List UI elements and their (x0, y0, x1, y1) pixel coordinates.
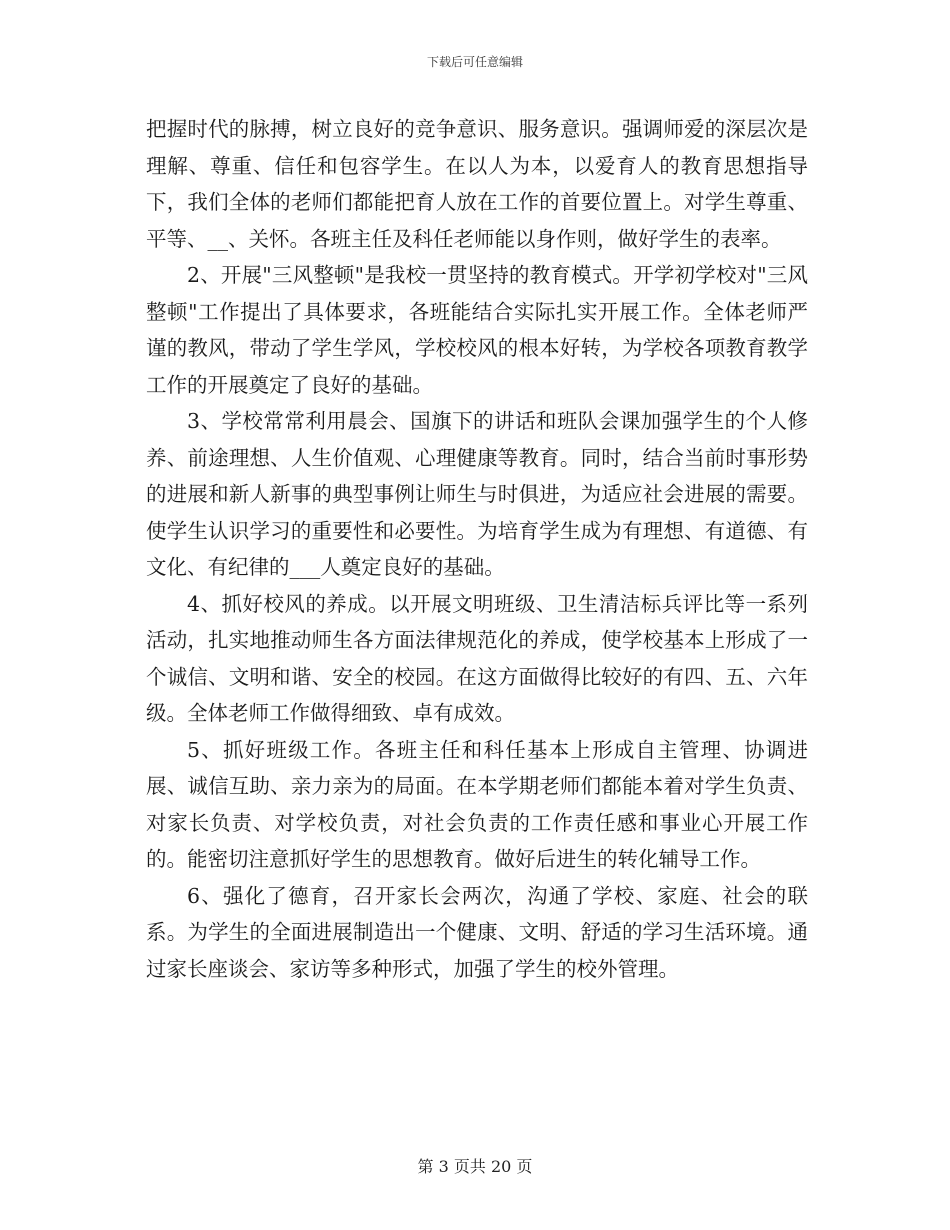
paragraph-6: 6、强化了德育，召开家长会两次，沟通了学校、家庭、社会的联系。为学生的全面进展制造出一个健康、文明、舒适的学习生活环境。通过家长座谈会、家访等多种形式，加强了学生的校外管理。 (146, 883, 808, 981)
paragraph-4: 4、抓好校风的养成。以开展文明班级、卫生清洁标兵评比等一系列活动，扎实地推动师生各方面法律规范化的养成，使学校基本上形成了一个诚信、文明和谐、安全的校园。在这方面做得比较好的有四、五、六年级。全体老师工作做得细致、卓有成效。 (146, 591, 808, 725)
paragraph-1: 把握时代的脉搏，树立良好的竞争意识、服务意识。强调师爱的深层次是理解、尊重、信任和包容学生。在以人为本，以爱育人的教育思想指导下，我们全体的老师们都能把育人放在工作的首要位置上。对学生尊重、平等、__、关怀。各班主任及科任老师能以身作则，做好学生的表率。 (146, 117, 808, 251)
paragraph-2: 2、开展"三风整顿"是我校一贯坚持的教育模式。开学初学校对"三风整顿"工作提出了具体要求，各班能结合实际扎实开展工作。全体老师严谨的教风，带动了学生学风，学校校风的根本好转，为学校各项教育教学工作的开展奠定了良好的基础。 (146, 263, 808, 397)
paragraph-3: 3、学校常常利用晨会、国旗下的讲话和班队会课加强学生的个人修养、前途理想、人生价值观、心理健康等教育。同时，结合当前时事形势的进展和新人新事的典型事例让师生与时俱进，为适应社会进展的需要。使学生认识学习的重要性和必要性。为培育学生成为有理想、有道德、有文化、有纪律的___人奠定良好的基础。 (146, 409, 808, 579)
paragraph-5: 5、抓好班级工作。各班主任和科任基本上形成自主管理、协调进展、诚信互助、亲力亲为的局面。在本学期老师们都能本着对学生负责、对家长负责、对学校负责，对社会负责的工作责任感和事业心开展工作的。能密切注意抓好学生的思想教育。做好后进生的转化辅导工作。 (146, 737, 808, 871)
document-body (146, 111, 808, 987)
page-number-footer: 第 3 页共 20 页 (417, 1157, 533, 1176)
page-header: 下载后可任意编辑 (426, 55, 523, 69)
